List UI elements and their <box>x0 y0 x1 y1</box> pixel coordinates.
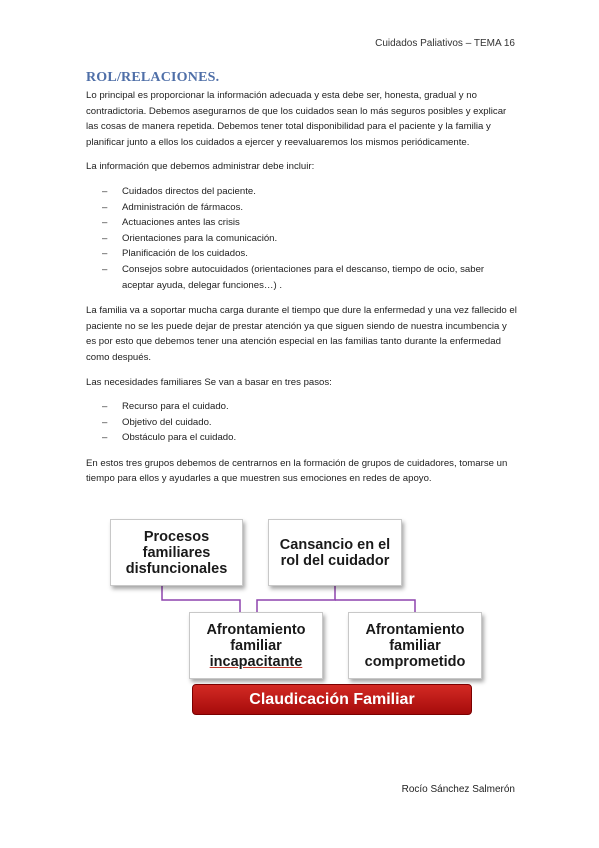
info-list <box>86 184 518 293</box>
list-item: – Consejos sobre autocuidados (orientaciones para el descanso, tiempo de ocio, saber aceptar ayuda, delegar funciones…) . <box>86 262 518 293</box>
list-item: – Administración de fármacos. <box>86 200 518 216</box>
connector-line <box>335 600 415 612</box>
list-item: – Planificación de los cuidados. <box>86 246 518 262</box>
diagram-node-afrontamiento-incapacitante: Afrontamiento familiar incapacitante <box>189 612 323 679</box>
paragraph-intro: Lo principal es proporcionar la información adecuada y esta debe ser, honesta, gradual y no contradictoria. Debemos asegurarnos de que los cuidados sean lo más seguros posibles y explicar las cosas de manera repetida. Debemos tener total disponibilidad para el paciente y la familia y planificar junto a ellos los cuidados a ejercer y reevaluaremos los mismos periódicamente. <box>86 90 507 148</box>
claudicacion-banner: Claudicación Familiar <box>192 684 472 715</box>
connector-line <box>162 586 240 612</box>
diagram-node-afrontamiento-comprometido: Afrontamiento familiar comprometido <box>348 612 482 679</box>
list-item: – Orientaciones para la comunicación. <box>86 231 518 247</box>
diagram-node-procesos-familiares: Procesos familiares disfuncionales <box>110 519 243 586</box>
list-item: – Obstáculo para el cuidado. <box>86 430 518 446</box>
page-header: Cuidados Paliativos – TEMA 16 <box>375 38 515 49</box>
paragraph-familia: La familia va a soportar mucha carga durante el tiempo que dure la enfermedad y una vez fallecido el paciente no se les puede dejar de prestar atención ya que siguen siendo de nuestra incumbencia y es por esto que debemos tener una atención especial en las familias tanto durante la enfermedad como después. <box>86 305 517 363</box>
list-item: – Actuaciones antes las crisis <box>86 215 518 231</box>
list-item: – Cuidados directos del paciente. <box>86 184 518 200</box>
paragraph-info-intro: La información que debemos administrar debe incluir: <box>86 161 315 173</box>
list-item: – Recurso para el cuidado. <box>86 399 518 415</box>
pasos-list <box>86 399 518 446</box>
section-title: ROL/RELACIONES. <box>86 70 220 85</box>
list-item: – Objetivo del cuidado. <box>86 415 518 431</box>
page-footer: Rocío Sánchez Salmerón <box>401 784 515 795</box>
diagram-node-cansancio-rol: Cansancio en el rol del cuidador <box>268 519 402 586</box>
connector-line <box>257 586 335 612</box>
body-text <box>86 88 518 496</box>
paragraph-necesidades: Las necesidades familiares Se van a basar en tres pasos: <box>86 376 332 388</box>
paragraph-grupos: En estos tres grupos debemos de centrarnos en la formación de grupos de cuidadores, tomarse un tiempo para ellos y ayudarles a que muestren sus emociones en redes de apoyo. <box>86 457 508 485</box>
